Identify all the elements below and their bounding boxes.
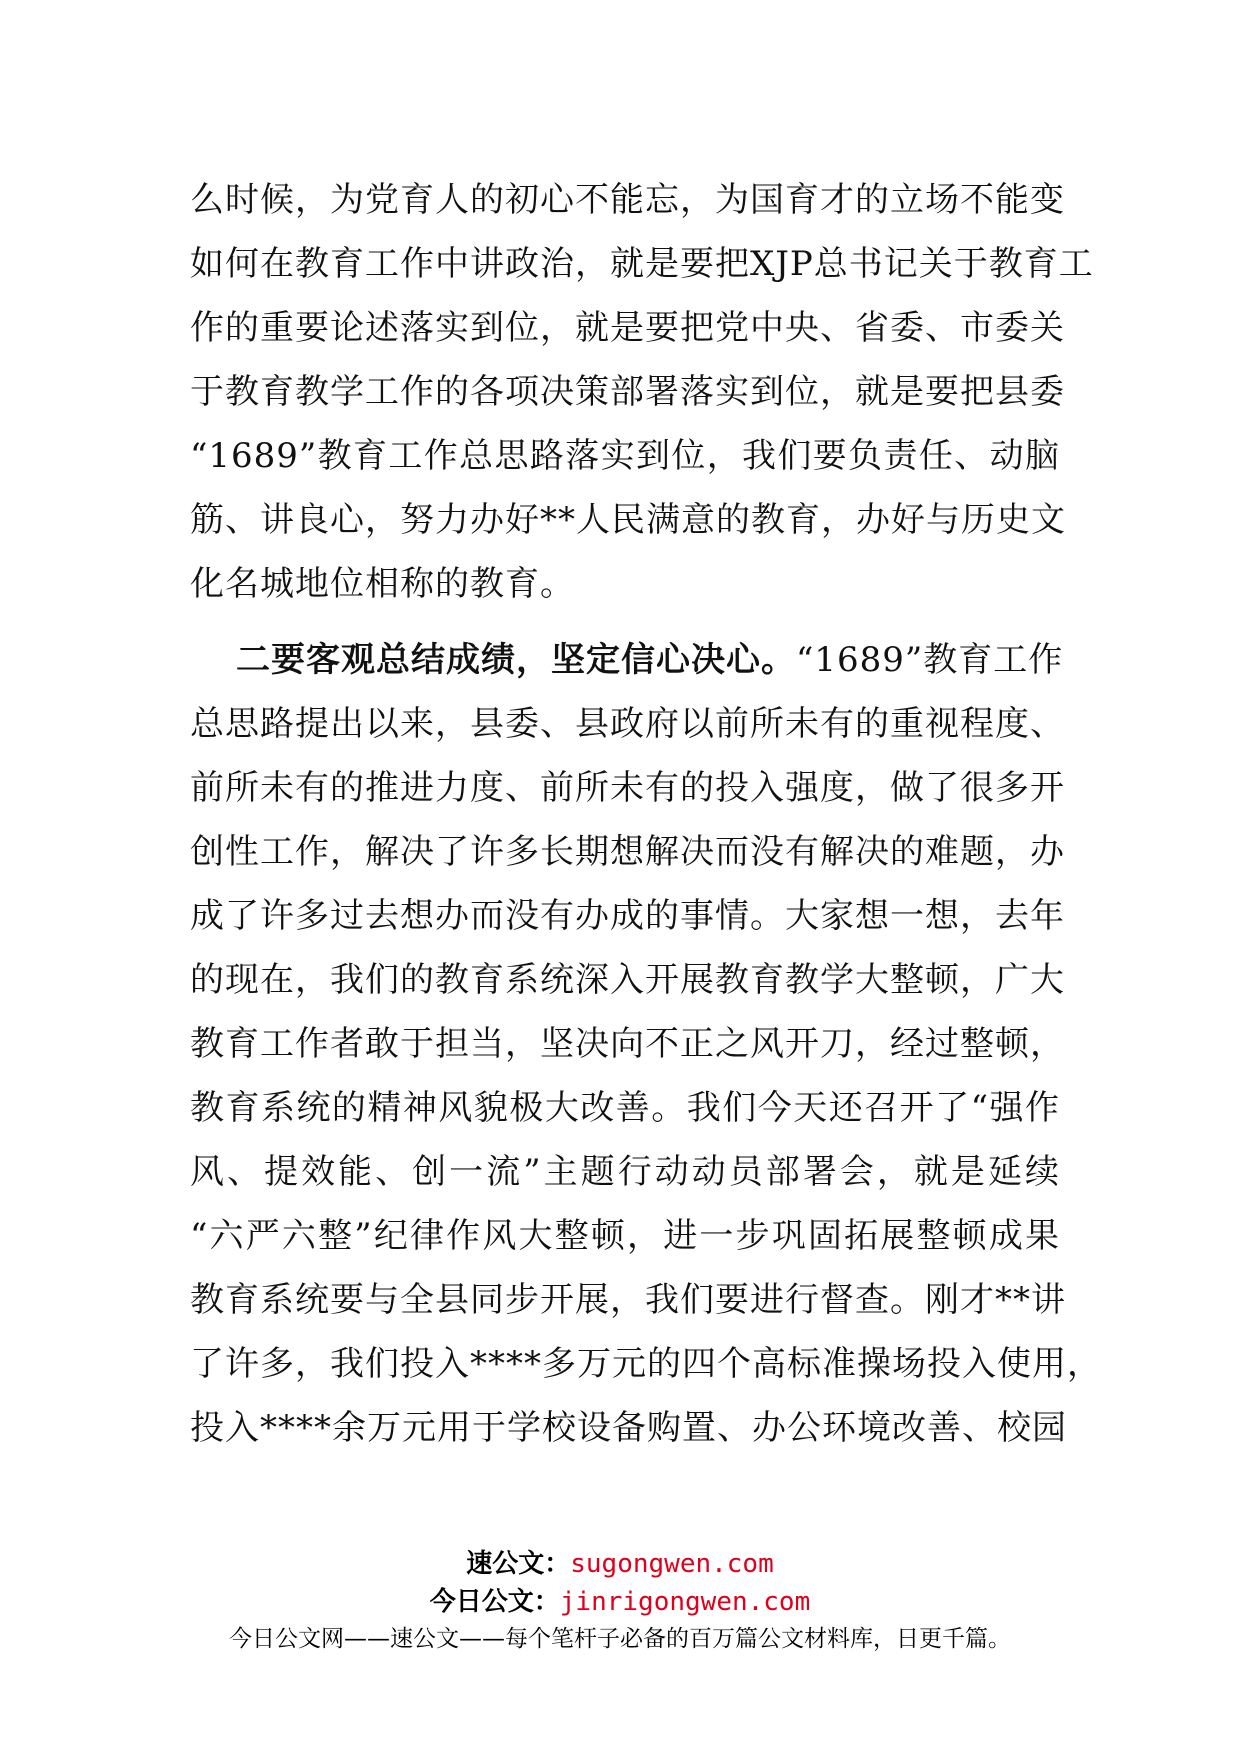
footer bbox=[0, 1545, 1240, 1657]
footer-jinrigongwen bbox=[0, 1583, 1240, 1621]
paragraph-2-line: 教育系统要与全县同步开展，我们要进行督查。刚才**讲 bbox=[190, 1280, 1066, 1320]
footer-sugongwen bbox=[0, 1545, 1240, 1583]
paragraph-2-line: 的现在，我们的教育系统深入开展教育教学大整顿，广大 bbox=[190, 960, 1065, 1000]
paragraph-2 bbox=[190, 628, 1102, 1460]
paragraph-1-line: 如何在教育工作中讲政治，就是要把XJP总书记关于教育工 bbox=[190, 244, 1094, 284]
paragraph-1-line: 化名城地位相称的教育。 bbox=[190, 564, 575, 604]
paragraph-2-line: 教育工作者敢于担当，坚决向不正之风开刀，经过整顿， bbox=[190, 1024, 1065, 1064]
paragraph-2-line: “六严六整”纪律作风大整顿，进一步巩固拓展整顿成果 bbox=[190, 1216, 1060, 1256]
footer-jinrigongwen-label: 今日公文： bbox=[429, 1587, 560, 1617]
paragraph-2-line: 风、提效能、创一流”主题行动动员部署会，就是延续 bbox=[190, 1152, 1060, 1192]
footer-jinrigongwen-link[interactable]: jinrigongwen.com bbox=[559, 1587, 811, 1617]
paragraph-2-line: 创性工作，解决了许多长期想解决而没有解决的难题，办 bbox=[190, 832, 1065, 872]
paragraph-1-line: 作的重要论述落实到位，就是要把党中央、省委、市委关 bbox=[190, 308, 1065, 348]
paragraph-spacer bbox=[190, 616, 1060, 628]
paragraph-2-line: 教育系统的精神风貌极大改善。我们今天还召开了“强作 bbox=[190, 1088, 1060, 1128]
footer-slogan: 今日公文网——速公文——每个笔杆子必备的百万篇公文材料库，日更千篇。 bbox=[229, 1626, 1011, 1652]
paragraph-2-first-line-text: “1689”教育工作 bbox=[796, 640, 1064, 680]
paragraph-2-line: 成了许多过去想办而没有办成的事情。大家想一想，去年 bbox=[190, 896, 1065, 936]
document-body bbox=[190, 168, 1102, 1460]
paragraph-1-line: “1689”教育工作总思路落实到位，我们要负责任、动脑 bbox=[190, 436, 1060, 476]
paragraph-1-line: 筋、讲良心，努力办好**人民满意的教育，办好与历史文 bbox=[190, 500, 1066, 540]
paragraph-2-line: 投入****余万元用于学校设备购置、办公环境改善、校园 bbox=[190, 1408, 1067, 1448]
footer-sugongwen-label: 速公文： bbox=[466, 1549, 571, 1579]
paragraph-2-line: 前所未有的推进力度、前所未有的投入强度，做了很多开 bbox=[190, 768, 1065, 808]
footer-sugongwen-link[interactable]: sugongwen.com bbox=[570, 1549, 774, 1579]
paragraph-2-line: 了许多，我们投入****多万元的四个高标准操场投入使用， bbox=[190, 1344, 1102, 1384]
paragraph-2-line: 总思路提出以来，县委、县政府以前所未有的重视程度、 bbox=[190, 704, 1065, 744]
paragraph-1 bbox=[190, 168, 1094, 616]
paragraph-1-line: 么时候，为党育人的初心不能忘，为国育才的立场不能变 bbox=[190, 180, 1065, 220]
paragraph-2-first-line bbox=[190, 628, 1064, 692]
paragraph-2-heading: 二要客观总结成绩，坚定信心决心。 bbox=[236, 640, 796, 680]
paragraph-1-line: 于教育教学工作的各项决策部署落实到位，就是要把县委 bbox=[190, 372, 1065, 412]
